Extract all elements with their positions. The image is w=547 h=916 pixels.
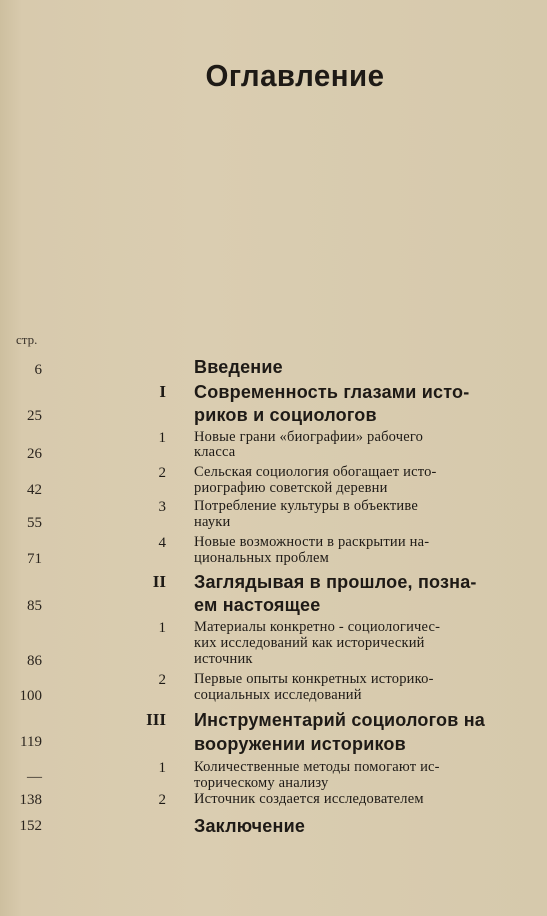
entry-title-line-2: науки [194,514,231,530]
page-number: 152 [19,818,42,834]
section-number: 2 [158,792,166,808]
page-title: Оглавление [205,58,385,93]
page-number: 138 [19,792,42,808]
page-number: 100 [19,688,42,704]
page-number: 71 [27,551,42,567]
entry-title: Заключение [194,816,306,836]
chapter-number: I [159,382,166,401]
entry-title-line-1: Сельская социология обогащает исто- [194,464,437,480]
entry-title-line-1: Новые грани «биографии» рабочего [194,429,424,445]
page-number: 25 [27,408,42,424]
section-number: 3 [158,499,166,515]
entry-title-line-1: Потребление культуры в объективе [194,498,418,514]
entry-title-line-1: Источник создается исследователем [194,791,424,807]
section-number: 1 [158,760,166,776]
entry-title-line-2: ких исследований как исторический [194,635,425,651]
chapter-number: III [146,710,166,729]
page-number: 55 [27,515,42,531]
entry-title-line-1: Количественные методы помогают ис- [194,759,440,775]
entry-title-line-2: риографию советской деревни [194,480,388,496]
section-number: 1 [158,620,166,636]
page-number: 119 [20,734,42,750]
page-number: 6 [34,362,42,378]
entry-title-line-1: Инструментарий социологов на [194,710,485,730]
entry-title-line-2: торическому анализу [194,775,329,791]
chapter-number: II [152,572,166,591]
entry-title: Введение [194,357,283,377]
entry-title-line-1: Современность глазами исто- [194,382,470,402]
entry-title-line-2: класса [194,444,236,460]
page-number: — [27,769,42,785]
entry-title-line-1: Новые возможности в раскрытии на- [194,534,430,550]
page-number: 86 [27,653,42,669]
entry-title-line-2: вооружении историков [194,734,406,754]
entry-title-line-1: Заглядывая в прошлое, позна- [194,572,477,592]
page-number: 26 [27,446,42,462]
section-number: 1 [158,430,166,446]
section-number: 4 [158,535,166,551]
section-number: 2 [158,465,166,481]
entry-title-line-3: источник [194,651,253,667]
entry-title-line-2: ем настоящее [194,595,321,615]
entry-title-line-1: Первые опыты конкретных историко- [194,671,434,687]
entry-title-line-1: Материалы конкретно - социологичес- [194,619,441,635]
entry-title-line-2: риков и социологов [194,405,377,425]
section-number: 2 [158,672,166,688]
page-column-header: стр. [16,332,38,347]
page-number: 42 [27,482,42,498]
entry-title-line-2: социальных исследований [194,687,362,703]
entry-title-line-2: циональных проблем [194,550,330,566]
page-number: 85 [27,598,42,614]
